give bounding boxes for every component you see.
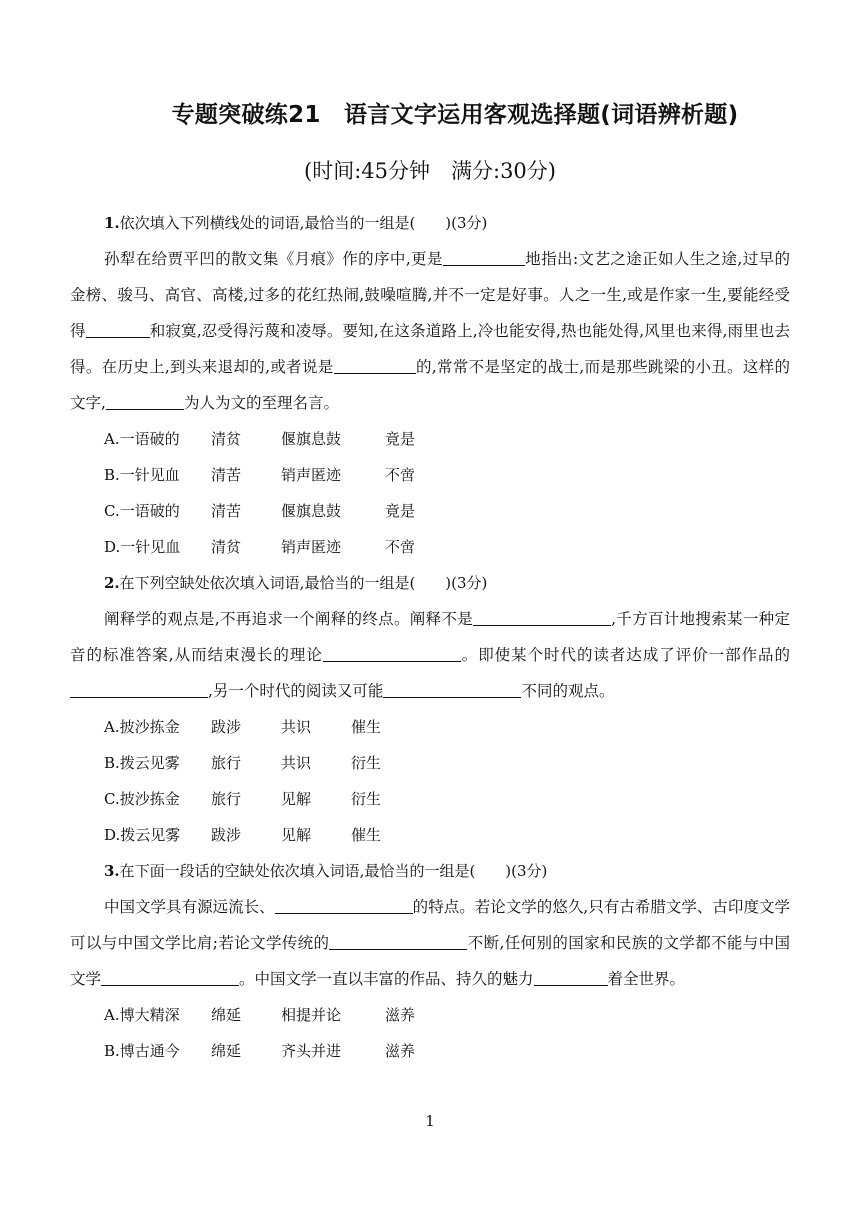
fill-blank <box>443 249 525 266</box>
option-row: C.一语破的 清苦 偃旗息鼓 竟是 <box>104 502 416 520</box>
option-row: D.一针见血 清贫 销声匿迹 不啻 <box>104 538 416 556</box>
option-row: A.博大精深 绵延 相提并论 滋养 <box>104 1006 416 1024</box>
option-row: B.一针见血 清苦 销声匿迹 不啻 <box>104 466 416 484</box>
question-3-stem: 3.在下面一段话的空缺处依次填入词语,最恰当的一组是( )(3分) <box>104 862 548 880</box>
fill-blank <box>383 681 521 698</box>
fill-blank <box>275 897 413 914</box>
question-1-passage: 孙犁在给贾平凹的散文集《月痕》作的序中,更是 地指出:文艺之途正如人生之途,过早的金榜、骏马、高官、高楼,过多的花红热闹,鼓噪喧腾,并不一定是好事。人之一生,或是作家一生,要能经受得 和寂寞,忍受得污蔑和凌辱。要知,在这条道路上,冷也能安得,热也能处得,风里也来得,雨里也去得。在历史上,到头来退却的,或者说是 的,常常不是坚定的战士,而是那些跳梁的小丑。这样的文字, 为人为文的至理名言。 <box>70 250 790 412</box>
page-subtitle: (时间:45分钟 满分:30分) <box>304 159 556 183</box>
fill-blank <box>323 645 461 662</box>
fill-blank <box>334 357 416 374</box>
fill-blank <box>86 321 150 338</box>
fill-blank <box>70 681 208 698</box>
question-2-passage: 阐释学的观点是,不再追求一个阐释的终点。阐释不是 ,千方百计地搜索某一种定音的标准答案,从而结束漫长的理论 。即使某个时代的读者达成了评价一部作品的,另一个时代的阅读又可能 不同的观点。 <box>70 610 790 700</box>
page-number: 1 <box>425 1112 435 1130</box>
fill-blank <box>473 609 611 626</box>
question-2-stem: 2.在下列空缺处依次填入词语,最恰当的一组是( )(3分) <box>104 574 488 592</box>
question-3-passage: 中国文学具有源远流长、 的特点。若论文学的悠久,只有古希腊文学、古印度文学可以与中国文学比肩;若论文学传统的 不断,任何别的国家和民族的文学都不能与中国文学 。中国文学一直以丰富的作品、持久的魅力 着全世界。 <box>70 898 790 988</box>
option-row: A.披沙拣金 跋涉 共识 催生 <box>104 718 382 736</box>
option-row: A.一语破的 清贫 偃旗息鼓 竟是 <box>104 430 416 448</box>
fill-blank <box>329 933 467 950</box>
page-title: 专题突破练21 语言文字运用客观选择题(词语辨析题) <box>171 102 739 128</box>
fill-blank <box>101 969 239 986</box>
option-row: D.拨云见雾 跋涉 见解 催生 <box>104 826 382 844</box>
fill-blank <box>106 393 184 410</box>
fill-blank <box>534 969 608 986</box>
document-content <box>70 205 790 1069</box>
question-1-stem: 1.依次填入下列横线处的词语,最恰当的一组是( )(3分) <box>104 214 488 232</box>
option-row: B.拨云见雾 旅行 共识 衍生 <box>104 754 382 772</box>
option-row: B.博古通今 绵延 齐头并进 滋养 <box>104 1042 416 1060</box>
option-row: C.披沙拣金 旅行 见解 衍生 <box>104 790 382 808</box>
